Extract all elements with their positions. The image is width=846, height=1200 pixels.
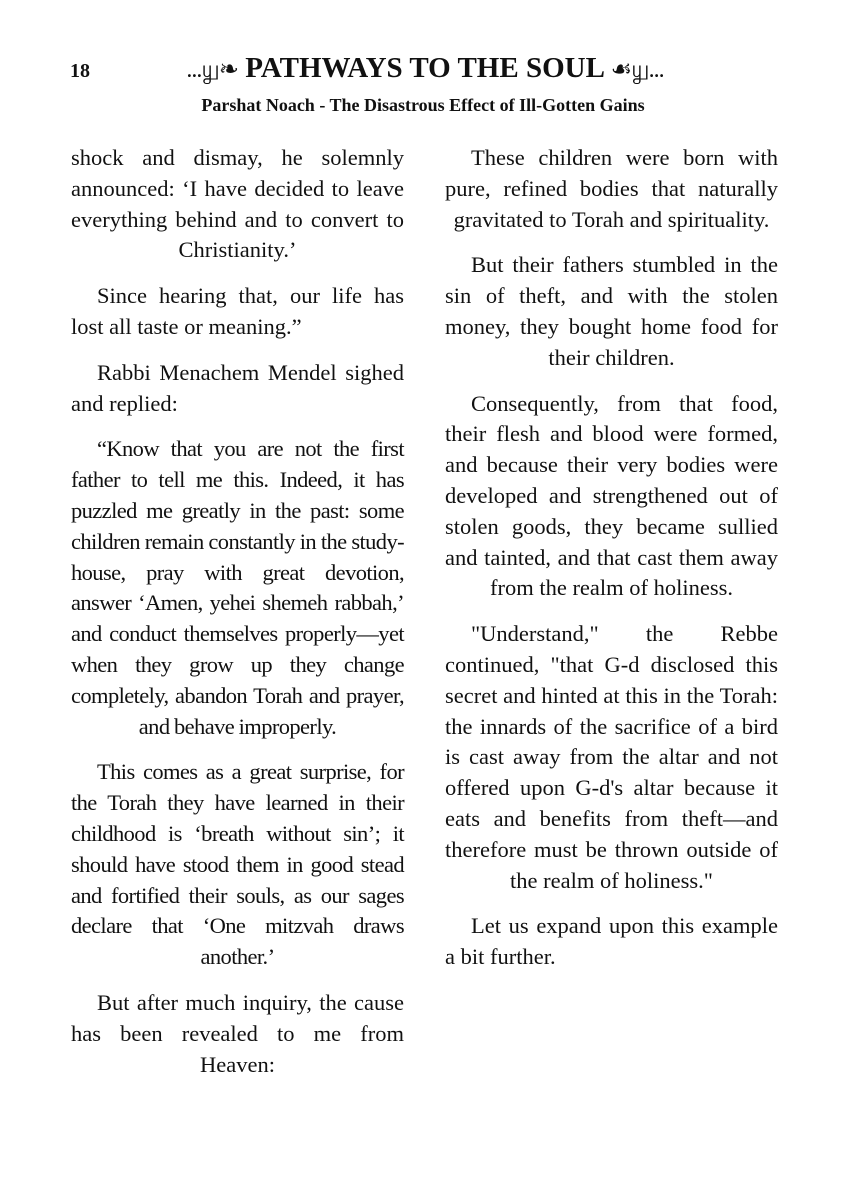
page-number: 18: [70, 60, 90, 82]
paragraph: Rabbi Menachem Mendel sighed and replied:: [71, 359, 404, 416]
paragraph: These children were born with pure, refined bodies that naturally gravitated to Torah and spirituality.: [445, 145, 778, 232]
paragraph: shock and dismay, he solemnly announced: ‘I have decided to leave everything behind and to convert to Christianity.’: [71, 145, 404, 263]
paragraph: Let us expand upon this example a bit further.: [445, 913, 778, 970]
right-column: [445, 143, 778, 988]
ornament-left-icon: ...௶❧: [186, 57, 238, 83]
paragraph: This comes as a great surprise, for the Torah they have learned in their childhood is ‘breath without sin’; it should have stood them in good stead and fortified their souls, as our sages declare that ‘One mitzvah draws another.’: [71, 759, 404, 970]
paragraph: "Understand," the Rebbe continued, "that G-d disclosed this secret and hinted at this in the Torah: the innards of the sacrifice of a bird is cast away from the altar and not offered upon G-d's altar because it eats and benefits from theft—and therefore must be thrown outside of the realm of holiness.": [445, 621, 778, 893]
ornament-right-icon: ☙௶...: [610, 57, 664, 83]
paragraph: Consequently, from that food, their flesh and blood were formed, and because their very bodies were developed and strengthened out of stolen goods, they became sullied and tainted, and that cast them away from the realm of holiness.: [445, 390, 778, 601]
paragraph: But their fathers stumbled in the sin of theft, and with the stolen money, they bought home food for their children.: [445, 252, 778, 370]
paragraph: Since hearing that, our life has lost all taste or meaning.”: [71, 283, 404, 339]
paragraph-quote: “Know that you are not the first father to tell me this. Indeed, it has puzzled me greatly in the past: some children remain constantly in the study-house, pray with great devotion, answer ‘Amen, yehei shemeh rabbah,’ and conduct themselves properly—yet when they grow up they change completely, abandon Torah and prayer, and behave improperly.: [71, 436, 404, 739]
book-title: PATHWAYS TO THE SOUL: [245, 52, 604, 84]
book-title-header: [130, 52, 720, 86]
paragraph: But after much inquiry, the cause has been revealed to me from Heaven:: [71, 989, 404, 1077]
chapter-subtitle: Parshat Noach - The Disastrous Effect of Ill-Gotten Gains: [201, 95, 645, 115]
left-column: [71, 143, 404, 1095]
